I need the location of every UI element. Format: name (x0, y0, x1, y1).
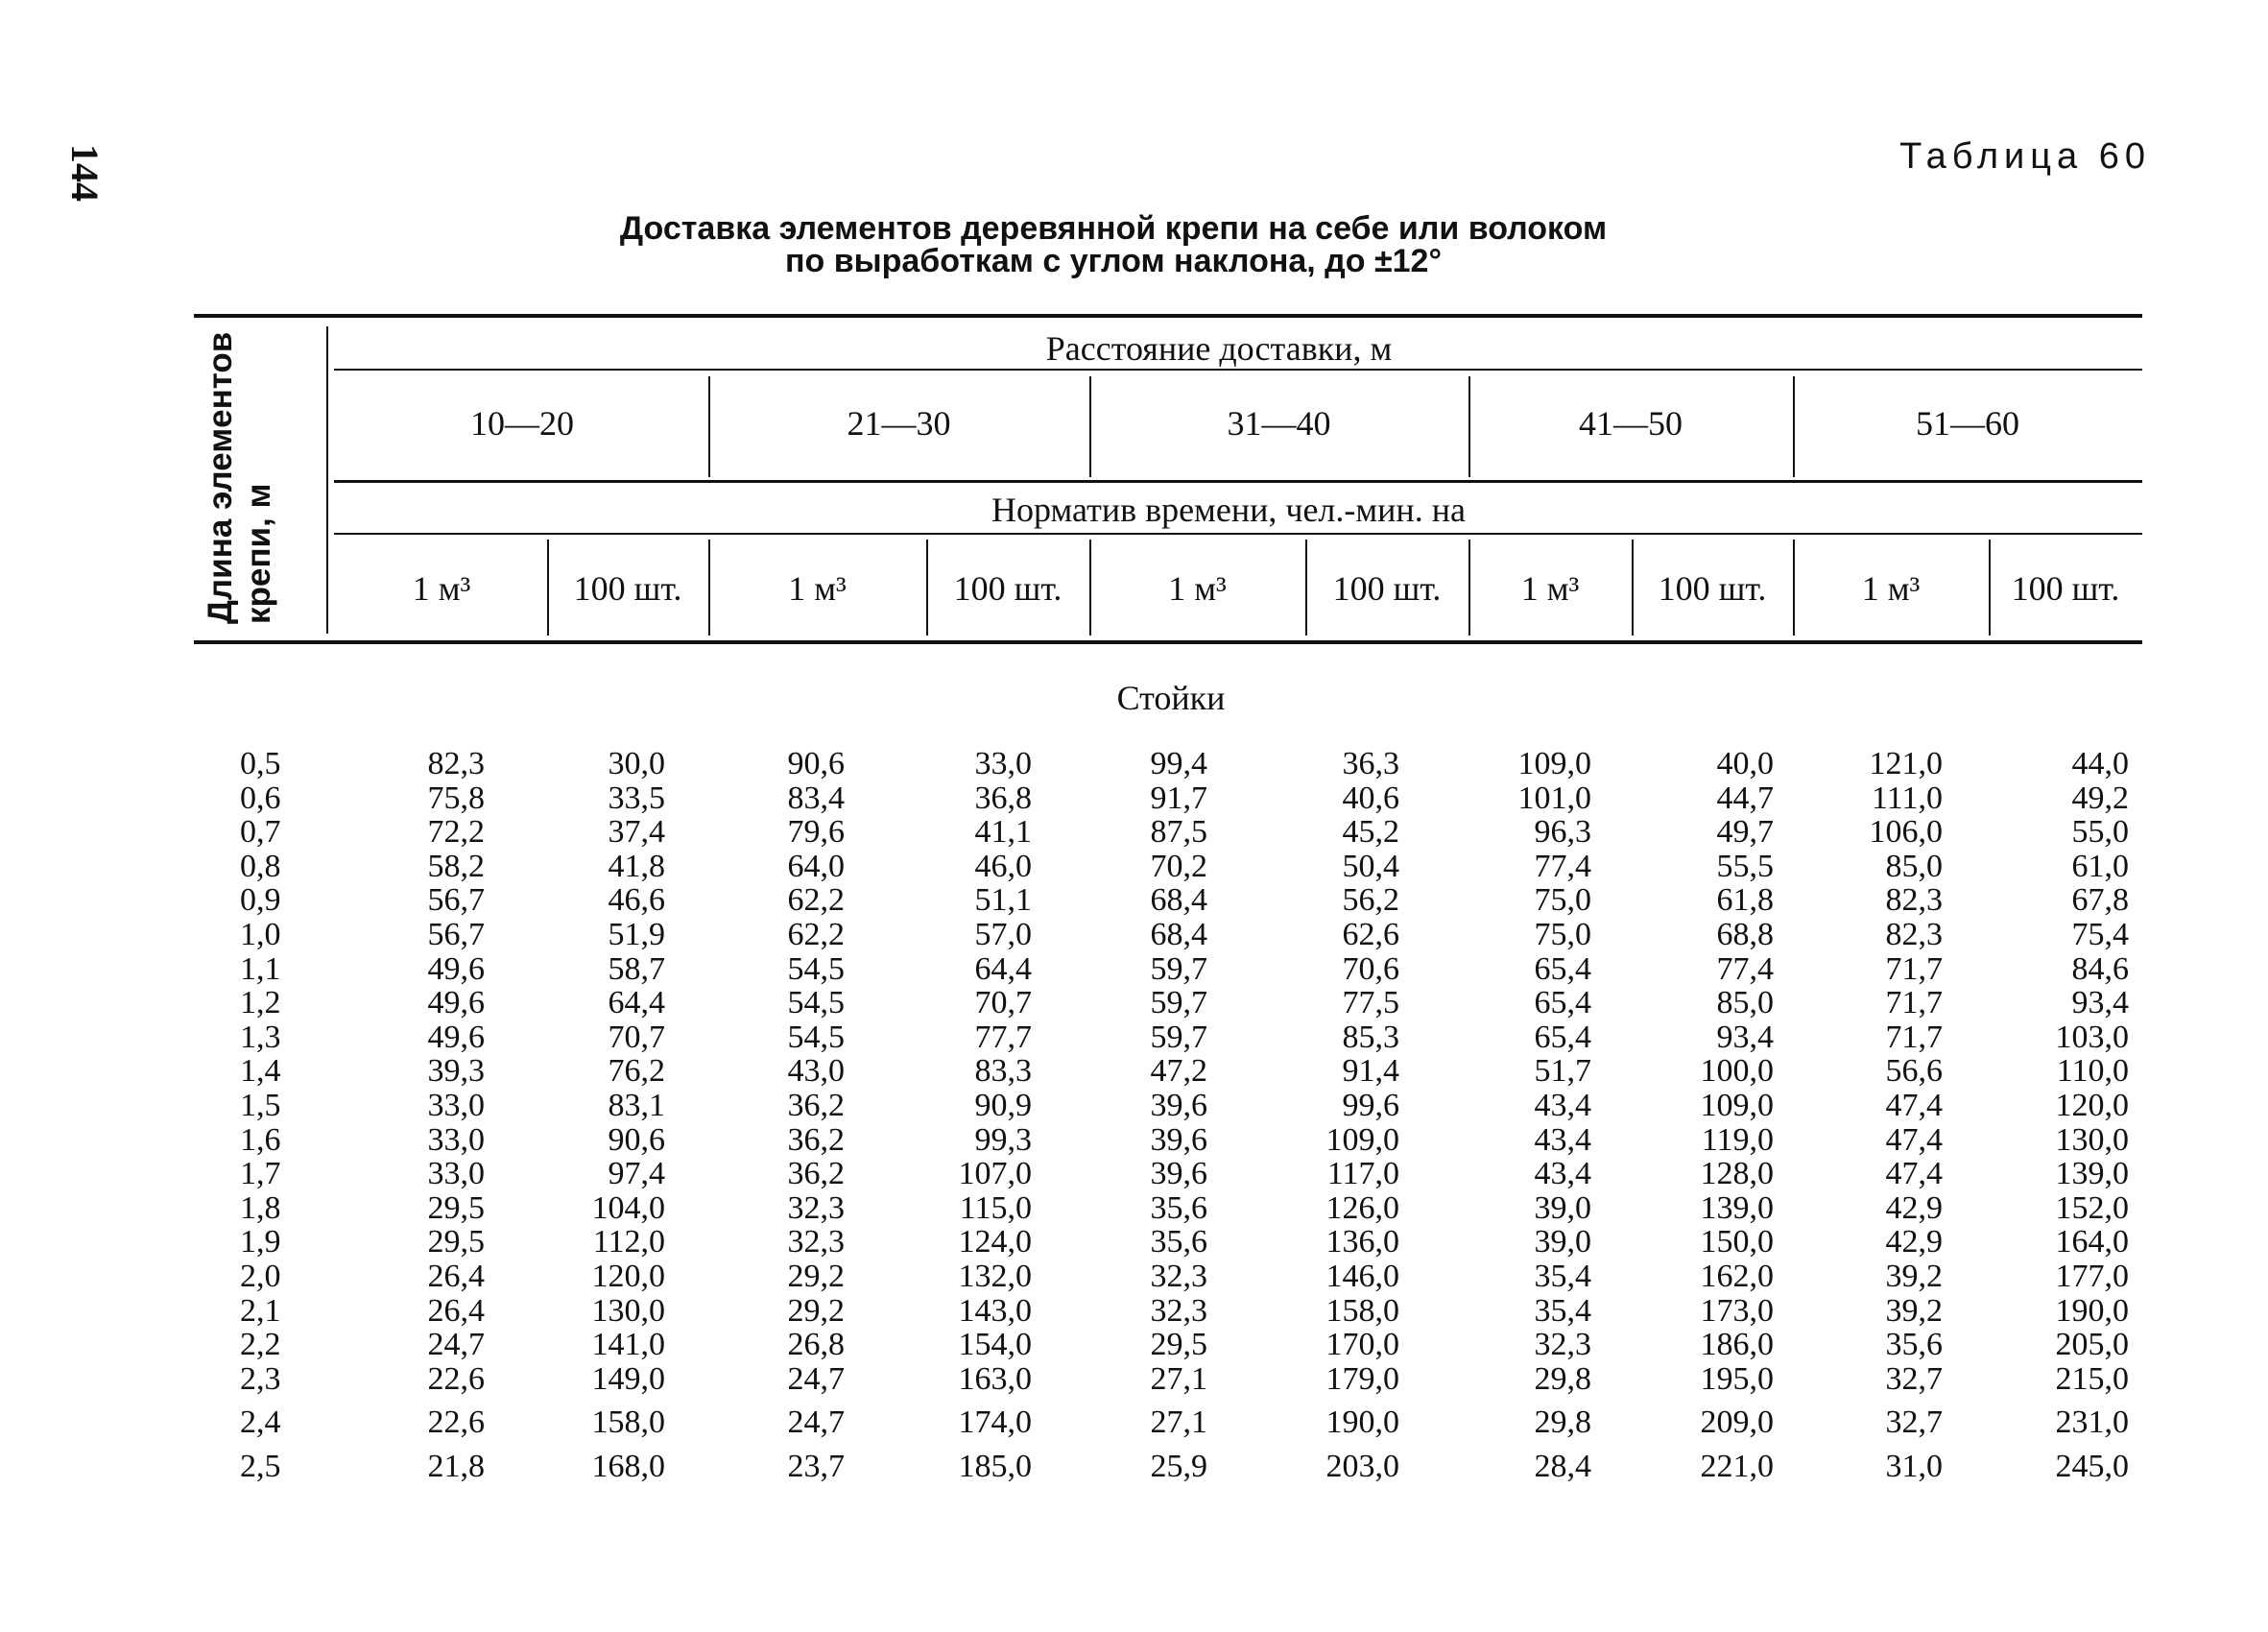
value-cell: 42,9 (1885, 1224, 1943, 1260)
value-cell: 99,6 (1342, 1088, 1399, 1123)
value-cell: 47,2 (1150, 1053, 1207, 1090)
value-cell: 203,0 (1325, 1449, 1399, 1484)
value-cell: 29,5 (427, 1224, 485, 1260)
value-cell: 75,8 (427, 780, 485, 816)
value-cell: 29,8 (1534, 1360, 1591, 1397)
value-cell: 146,0 (1325, 1259, 1399, 1294)
length-cell: 1,8 (240, 1189, 281, 1226)
value-cell: 106,0 (1869, 814, 1943, 851)
value-cell: 43,0 (787, 1053, 845, 1090)
value-cell: 56,7 (427, 882, 485, 919)
distance-header: Расстояние доставки, м (1045, 329, 1393, 368)
value-cell: 163,0 (958, 1360, 1032, 1397)
value-cell: 23,7 (787, 1449, 845, 1484)
value-cell: 100,0 (1700, 1053, 1774, 1090)
sub-header: 100 шт. (953, 569, 1062, 608)
value-cell: 32,7 (1885, 1360, 1943, 1397)
value-cell: 111,0 (1872, 780, 1943, 816)
value-cell: 32,3 (787, 1224, 845, 1260)
length-cell: 1,4 (240, 1053, 281, 1090)
value-cell: 141,0 (591, 1327, 665, 1363)
value-cell: 221,0 (1700, 1449, 1774, 1484)
value-cell: 85,0 (1716, 985, 1774, 1021)
value-cell: 55,0 (2071, 814, 2129, 851)
table-title-line2: по выработкам с углом наклона, до ±12° (784, 243, 1443, 279)
value-cell: 93,4 (2071, 985, 2129, 1021)
value-cell: 41,1 (974, 814, 1032, 851)
length-cell: 1,7 (240, 1156, 281, 1192)
value-cell: 54,5 (787, 1019, 845, 1055)
value-cell: 62,6 (1342, 917, 1399, 952)
value-cell: 22,6 (427, 1404, 485, 1441)
value-cell: 47,4 (1885, 1156, 1943, 1192)
length-cell: 0,8 (240, 848, 281, 884)
header-rule-1 (334, 369, 2142, 371)
value-cell: 27,1 (1150, 1360, 1207, 1397)
sub-header: 100 шт. (1332, 569, 1442, 608)
value-cell: 215,0 (2055, 1360, 2129, 1397)
table-row (0, 1328, 2268, 1362)
value-cell: 56,6 (1885, 1053, 1943, 1090)
value-cell: 130,0 (591, 1292, 665, 1329)
value-cell: 143,0 (958, 1292, 1032, 1329)
value-cell: 77,4 (1534, 848, 1591, 884)
header-bottom-rule (194, 640, 2142, 644)
value-cell: 64,0 (787, 848, 845, 884)
value-cell: 126,0 (1325, 1189, 1399, 1226)
length-cell: 1,2 (240, 985, 281, 1021)
table-row (0, 1054, 2268, 1089)
value-cell: 90,9 (974, 1088, 1032, 1123)
value-cell: 87,5 (1150, 814, 1207, 851)
value-cell: 59,7 (1150, 1019, 1207, 1055)
value-cell: 22,6 (427, 1360, 485, 1397)
value-cell: 42,9 (1885, 1189, 1943, 1226)
value-cell: 39,3 (427, 1053, 485, 1090)
value-cell: 36,2 (787, 1156, 845, 1192)
value-cell: 83,1 (608, 1088, 665, 1123)
value-cell: 101,0 (1517, 780, 1591, 816)
value-cell: 115,0 (959, 1189, 1032, 1226)
value-cell: 72,2 (427, 814, 485, 851)
table-row (0, 1260, 2268, 1294)
value-cell: 29,2 (787, 1292, 845, 1329)
value-cell: 68,4 (1150, 882, 1207, 919)
value-cell: 36,3 (1342, 746, 1399, 781)
value-cell: 124,0 (958, 1224, 1032, 1260)
value-cell: 190,0 (2055, 1292, 2129, 1329)
value-cell: 28,4 (1534, 1449, 1591, 1484)
value-cell: 174,0 (958, 1404, 1032, 1441)
page-number: 144 (63, 144, 107, 202)
value-cell: 39,0 (1534, 1189, 1591, 1226)
value-cell: 245,0 (2055, 1449, 2129, 1484)
value-cell: 84,6 (2071, 950, 2129, 987)
value-cell: 55,5 (1716, 848, 1774, 884)
length-cell: 2,1 (240, 1292, 281, 1329)
value-cell: 41,8 (608, 848, 665, 884)
value-cell: 75,0 (1534, 917, 1591, 952)
value-cell: 39,6 (1150, 1156, 1207, 1192)
sub-header: 1 м³ (1168, 569, 1227, 608)
value-cell: 149,0 (591, 1360, 665, 1397)
value-cell: 32,3 (1150, 1292, 1207, 1329)
value-cell: 58,2 (427, 848, 485, 884)
length-cell: 1,6 (240, 1121, 281, 1158)
value-cell: 47,4 (1885, 1088, 1943, 1123)
length-cell: 1,1 (240, 950, 281, 987)
value-cell: 67,8 (2071, 882, 2129, 919)
value-cell: 49,2 (2071, 780, 2129, 816)
value-cell: 46,0 (974, 848, 1032, 884)
sub-header: 1 м³ (788, 569, 847, 608)
value-cell: 64,4 (608, 985, 665, 1021)
table-row (0, 952, 2268, 987)
value-cell: 30,0 (608, 746, 665, 781)
value-cell: 35,6 (1150, 1189, 1207, 1226)
value-cell: 33,0 (427, 1156, 485, 1192)
value-cell: 36,2 (787, 1121, 845, 1158)
value-cell: 33,0 (974, 746, 1032, 781)
length-cell: 2,4 (240, 1404, 281, 1441)
value-cell: 79,6 (787, 814, 845, 851)
value-cell: 65,4 (1534, 950, 1591, 987)
table-row (0, 1020, 2268, 1055)
value-cell: 39,2 (1885, 1292, 1943, 1329)
value-cell: 71,7 (1885, 1019, 1943, 1055)
sub-header: 1 м³ (412, 569, 471, 608)
table-row (0, 1450, 2268, 1484)
value-cell: 62,2 (787, 917, 845, 952)
header-rule-2 (334, 480, 2142, 483)
value-cell: 154,0 (958, 1327, 1032, 1363)
value-cell: 97,4 (608, 1156, 665, 1192)
value-cell: 76,2 (608, 1053, 665, 1090)
norm-header: Норматив времени, чел.-мин. на (991, 491, 1466, 529)
value-cell: 70,7 (608, 1019, 665, 1055)
section-title: Стойки (1116, 679, 1226, 717)
value-cell: 70,7 (974, 985, 1032, 1021)
value-cell: 32,3 (1534, 1327, 1591, 1363)
value-cell: 75,0 (1534, 882, 1591, 919)
value-cell: 49,6 (427, 1019, 485, 1055)
value-cell: 59,7 (1150, 985, 1207, 1021)
table-row (0, 815, 2268, 850)
length-cell: 2,5 (240, 1449, 281, 1484)
value-cell: 57,0 (974, 917, 1032, 952)
table-row (0, 1191, 2268, 1226)
value-cell: 128,0 (1700, 1156, 1774, 1192)
value-cell: 112,0 (592, 1224, 665, 1260)
value-cell: 136,0 (1325, 1224, 1399, 1260)
value-cell: 31,0 (1885, 1449, 1943, 1484)
value-cell: 64,4 (974, 950, 1032, 987)
value-cell: 93,4 (1716, 1019, 1774, 1055)
value-cell: 170,0 (1325, 1327, 1399, 1363)
value-cell: 37,4 (608, 814, 665, 851)
value-cell: 231,0 (2055, 1404, 2129, 1441)
table-row (0, 1225, 2268, 1260)
value-cell: 33,0 (427, 1088, 485, 1123)
value-cell: 68,4 (1150, 917, 1207, 952)
value-cell: 85,0 (1885, 848, 1943, 884)
value-cell: 173,0 (1700, 1292, 1774, 1329)
value-cell: 158,0 (591, 1404, 665, 1441)
value-cell: 82,3 (1885, 917, 1943, 952)
value-cell: 33,0 (427, 1121, 485, 1158)
value-cell: 27,1 (1150, 1404, 1207, 1441)
value-cell: 35,6 (1885, 1327, 1943, 1363)
value-cell: 71,7 (1885, 950, 1943, 987)
sub-header: 100 шт. (1658, 569, 1767, 608)
value-cell: 49,7 (1716, 814, 1774, 851)
value-cell: 82,3 (1885, 882, 1943, 919)
table-label: Таблица 60 (1899, 136, 2151, 177)
value-cell: 75,4 (2071, 917, 2129, 952)
value-cell: 104,0 (591, 1189, 665, 1226)
value-cell: 58,7 (608, 950, 665, 987)
value-cell: 70,6 (1342, 950, 1399, 987)
value-cell: 35,4 (1534, 1259, 1591, 1294)
value-cell: 186,0 (1700, 1327, 1774, 1363)
length-cell: 0,6 (240, 780, 281, 816)
value-cell: 205,0 (2055, 1327, 2129, 1363)
value-cell: 91,4 (1342, 1053, 1399, 1090)
value-cell: 51,7 (1534, 1053, 1591, 1090)
value-cell: 185,0 (958, 1449, 1032, 1484)
value-cell: 109,0 (1325, 1121, 1399, 1158)
value-cell: 35,6 (1150, 1224, 1207, 1260)
value-cell: 121,0 (1869, 746, 1943, 781)
table-row (0, 850, 2268, 884)
value-cell: 83,4 (787, 780, 845, 816)
value-cell: 36,8 (974, 780, 1032, 816)
value-cell: 99,3 (974, 1121, 1032, 1158)
range-header: 51—60 (1916, 404, 2019, 443)
length-cell: 2,3 (240, 1360, 281, 1397)
sub-header: 1 м³ (1520, 569, 1580, 608)
sub-header: 1 м³ (1861, 569, 1921, 608)
value-cell: 26,4 (427, 1292, 485, 1329)
value-cell: 49,6 (427, 950, 485, 987)
value-cell: 25,9 (1150, 1449, 1207, 1484)
value-cell: 152,0 (2055, 1189, 2129, 1226)
value-cell: 29,5 (1150, 1327, 1207, 1363)
header-rule-3 (334, 533, 2142, 535)
value-cell: 26,4 (427, 1259, 485, 1294)
value-cell: 195,0 (1700, 1360, 1774, 1397)
value-cell: 39,6 (1150, 1088, 1207, 1123)
value-cell: 44,7 (1716, 780, 1774, 816)
value-cell: 43,4 (1534, 1121, 1591, 1158)
value-cell: 29,8 (1534, 1404, 1591, 1441)
value-cell: 26,8 (787, 1327, 845, 1363)
value-cell: 168,0 (591, 1449, 665, 1484)
value-cell: 29,2 (787, 1259, 845, 1294)
value-cell: 85,3 (1342, 1019, 1399, 1055)
value-cell: 32,7 (1885, 1404, 1943, 1441)
value-cell: 50,4 (1342, 848, 1399, 884)
value-cell: 24,7 (427, 1327, 485, 1363)
value-cell: 150,0 (1700, 1224, 1774, 1260)
range-header: 31—40 (1227, 404, 1331, 443)
value-cell: 62,2 (787, 882, 845, 919)
value-cell: 24,7 (787, 1404, 845, 1441)
top-rule (194, 314, 2142, 318)
length-cell: 2,2 (240, 1327, 281, 1363)
table-title-line1: Доставка элементов деревянной крепи на себе или волоком (619, 210, 1608, 247)
value-cell: 56,7 (427, 917, 485, 952)
value-cell: 120,0 (591, 1259, 665, 1294)
length-cell: 1,5 (240, 1088, 281, 1123)
value-cell: 139,0 (1700, 1189, 1774, 1226)
table-row (0, 1089, 2268, 1123)
value-cell: 130,0 (2055, 1121, 2129, 1158)
value-cell: 70,2 (1150, 848, 1207, 884)
value-cell: 110,0 (2056, 1053, 2129, 1090)
value-cell: 109,0 (1700, 1088, 1774, 1123)
value-cell: 65,4 (1534, 1019, 1591, 1055)
value-cell: 83,3 (974, 1053, 1032, 1090)
value-cell: 24,7 (787, 1360, 845, 1397)
value-cell: 47,4 (1885, 1121, 1943, 1158)
table-row (0, 1294, 2268, 1329)
value-cell: 77,5 (1342, 985, 1399, 1021)
range-header: 21—30 (847, 404, 951, 443)
table-row (0, 986, 2268, 1020)
value-cell: 40,0 (1716, 746, 1774, 781)
length-cell: 0,9 (240, 882, 281, 919)
value-cell: 61,0 (2071, 848, 2129, 884)
value-cell: 139,0 (2055, 1156, 2129, 1192)
value-cell: 177,0 (2055, 1259, 2129, 1294)
value-cell: 164,0 (2055, 1224, 2129, 1260)
side-divider (326, 326, 328, 634)
value-cell: 65,4 (1534, 985, 1591, 1021)
value-cell: 54,5 (787, 985, 845, 1021)
value-cell: 158,0 (1325, 1292, 1399, 1329)
table-row (0, 1405, 2268, 1440)
value-cell: 119,0 (1701, 1121, 1774, 1158)
value-cell: 107,0 (958, 1156, 1032, 1192)
value-cell: 43,4 (1534, 1156, 1591, 1192)
value-cell: 96,3 (1534, 814, 1591, 851)
value-cell: 51,9 (608, 917, 665, 952)
length-cell: 1,0 (240, 917, 281, 952)
sub-header: 100 шт. (2011, 569, 2120, 608)
value-cell: 109,0 (1517, 746, 1591, 781)
table-row (0, 1362, 2268, 1397)
table-row (0, 1123, 2268, 1158)
value-cell: 120,0 (2055, 1088, 2129, 1123)
value-cell: 68,8 (1716, 917, 1774, 952)
value-cell: 77,4 (1716, 950, 1774, 987)
value-cell: 32,3 (1150, 1259, 1207, 1294)
value-cell: 103,0 (2055, 1019, 2129, 1055)
length-cell: 1,9 (240, 1224, 281, 1260)
value-cell: 56,2 (1342, 882, 1399, 919)
table-row (0, 747, 2268, 781)
length-cell: 1,3 (240, 1019, 281, 1055)
value-cell: 179,0 (1325, 1360, 1399, 1397)
table-row (0, 883, 2268, 918)
value-cell: 45,2 (1342, 814, 1399, 851)
value-cell: 91,7 (1150, 780, 1207, 816)
value-cell: 43,4 (1534, 1088, 1591, 1123)
value-cell: 44,0 (2071, 746, 2129, 781)
sub-header: 100 шт. (573, 569, 682, 608)
table-row (0, 1157, 2268, 1191)
value-cell: 40,6 (1342, 780, 1399, 816)
value-cell: 32,3 (787, 1189, 845, 1226)
value-cell: 90,6 (787, 746, 845, 781)
value-cell: 46,6 (608, 882, 665, 919)
value-cell: 77,7 (974, 1019, 1032, 1055)
length-cell: 2,0 (240, 1259, 281, 1294)
value-cell: 190,0 (1325, 1404, 1399, 1441)
value-cell: 71,7 (1885, 985, 1943, 1021)
value-cell: 90,6 (608, 1121, 665, 1158)
value-cell: 61,8 (1716, 882, 1774, 919)
value-cell: 21,8 (427, 1449, 485, 1484)
range-header: 41—50 (1579, 404, 1683, 443)
table-row (0, 918, 2268, 952)
value-cell: 209,0 (1700, 1404, 1774, 1441)
value-cell: 132,0 (958, 1259, 1032, 1294)
value-cell: 117,0 (1326, 1156, 1399, 1192)
side-header: Длина элементов крепи, м (202, 331, 277, 624)
length-cell: 0,5 (240, 746, 281, 781)
value-cell: 39,2 (1885, 1259, 1943, 1294)
value-cell: 36,2 (787, 1088, 845, 1123)
value-cell: 99,4 (1150, 746, 1207, 781)
table-row (0, 781, 2268, 816)
value-cell: 162,0 (1700, 1259, 1774, 1294)
value-cell: 82,3 (427, 746, 485, 781)
value-cell: 59,7 (1150, 950, 1207, 987)
value-cell: 39,0 (1534, 1224, 1591, 1260)
value-cell: 54,5 (787, 950, 845, 987)
value-cell: 51,1 (974, 882, 1032, 919)
value-cell: 35,4 (1534, 1292, 1591, 1329)
value-cell: 33,5 (608, 780, 665, 816)
value-cell: 29,5 (427, 1189, 485, 1226)
value-cell: 49,6 (427, 985, 485, 1021)
length-cell: 0,7 (240, 814, 281, 851)
range-header: 10—20 (470, 404, 574, 443)
value-cell: 39,6 (1150, 1121, 1207, 1158)
